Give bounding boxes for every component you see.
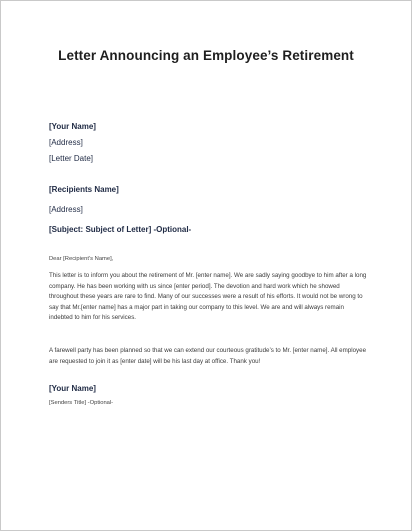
salutation: Dear [Recipient’s Name], bbox=[49, 256, 114, 262]
subject-line: [Subject: Subject of Letter] -Optional- bbox=[49, 225, 192, 234]
letter-date: [Letter Date] bbox=[49, 154, 94, 163]
salutation-block bbox=[49, 256, 367, 262]
body-paragraph-2-block bbox=[49, 346, 367, 367]
closing-block bbox=[49, 381, 367, 397]
recipient-address: [Address] bbox=[49, 205, 83, 214]
sender-address: [Address] bbox=[49, 138, 83, 147]
closing-name: [Your Name] bbox=[49, 384, 96, 393]
recipient-name: [Recipients Name] bbox=[49, 185, 119, 194]
recipient-address-block bbox=[49, 202, 367, 218]
body-paragraph: A farewell party has been planned so that we can extend our courteous gratitude’s to Mr. [enter name]. All employee are requested to join it as [enter date] will be his last day at office. Thank you! bbox=[49, 347, 367, 365]
subject-block bbox=[49, 222, 367, 238]
recipient-block bbox=[49, 182, 367, 198]
body-paragraph-1-block bbox=[49, 271, 367, 324]
letter-title: Letter Announcing an Employee’s Retirement bbox=[58, 48, 354, 63]
body-paragraph: This letter is to inform you about the retirement of Mr. [enter name]. We are sadly saying goodbye to him after a long company. He has been working with us since [enter period]. The devotion and hard work which he showed throughout these years are rare to find. Many of our successes were a result of his efforts. It would not be wrong to say that Mr.[enter name] has a major part in taking our company to this level. We are and will always remain indebted to him for his services. bbox=[49, 272, 367, 322]
sender-name: [Your Name] bbox=[49, 122, 96, 131]
sender-title: [Senders Title] -Optional- bbox=[49, 400, 114, 406]
sender-block bbox=[49, 119, 367, 167]
signoff-block bbox=[49, 400, 367, 406]
